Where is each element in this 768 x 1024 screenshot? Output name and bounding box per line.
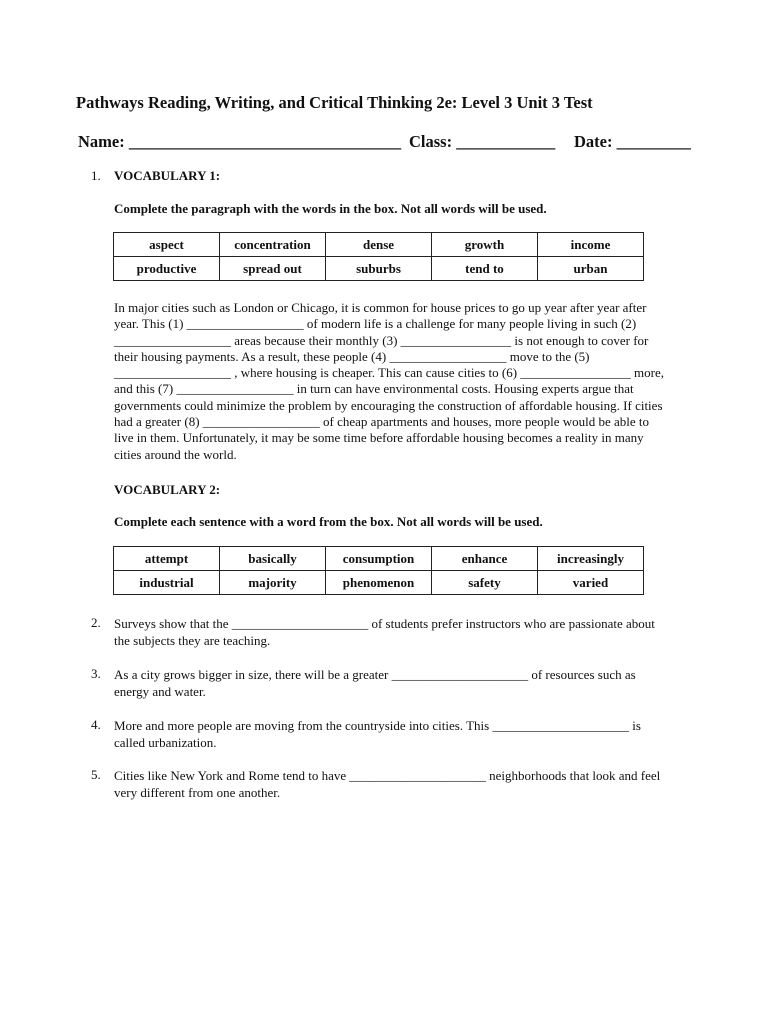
- word-box-cell: industrial: [114, 571, 220, 595]
- question-number-2: 2.: [91, 615, 101, 630]
- paragraph-line: In major cities such as London or Chicago, it is common for house prices to go up year after year after: [114, 300, 647, 315]
- question-number-1: 1.: [91, 168, 101, 183]
- question-line: called urbanization.: [114, 735, 217, 750]
- question-2-text: [114, 615, 655, 649]
- word-box-cell: growth: [432, 233, 538, 257]
- paragraph-line: and this (7) __________________ in turn can have environmental costs. Housing experts argue that: [114, 381, 634, 397]
- question-line: More and more people are moving from the countryside into cities. This _____________________ is: [114, 718, 641, 733]
- date-field: Date: _________: [574, 132, 691, 151]
- word-box-cell: majority: [220, 571, 326, 595]
- paragraph-line: live in them. Unfortunately, it may be some time before affordable housing becomes a reality in many: [114, 430, 644, 446]
- word-box-cell: consumption: [326, 547, 432, 571]
- word-box-row: [114, 571, 644, 595]
- question-3-text: [114, 666, 636, 700]
- word-box-cell: phenomenon: [326, 571, 432, 595]
- word-box-cell: aspect: [114, 233, 220, 257]
- word-box-cell: increasingly: [538, 547, 644, 571]
- paragraph-line: cities around the world.: [114, 446, 237, 462]
- word-box-cell: varied: [538, 571, 644, 595]
- word-box-cell: dense: [326, 233, 432, 257]
- paragraph-line: year. This (1) __________________ of modern life is a challenge for many people living in such (2): [114, 316, 637, 332]
- word-box-row: [114, 233, 644, 257]
- word-box-cell: urban: [538, 257, 644, 281]
- word-box-1: [113, 232, 644, 281]
- paragraph-line: __________________ areas because their monthly (3) _________________ is not enough to cover for: [114, 332, 649, 348]
- word-box-cell: productive: [114, 257, 220, 281]
- word-box-cell: concentration: [220, 233, 326, 257]
- paragraph-line: had a greater (8) __________________ of cheap apartments and houses, more people would be able to: [114, 414, 650, 430]
- question-number-3: 3.: [91, 666, 101, 681]
- vocabulary-1-paragraph: [114, 300, 714, 463]
- question-line: very different from one another.: [114, 785, 281, 800]
- question-number-5: 5.: [91, 767, 101, 782]
- question-line: Surveys show that the _____________________ of students prefer instructors who are passionate about: [114, 616, 655, 631]
- question-5-text: [114, 767, 660, 801]
- vocabulary-1-heading: VOCABULARY 1:: [114, 168, 221, 183]
- word-box-cell: safety: [432, 571, 538, 595]
- word-box-row: [114, 547, 644, 571]
- name-field: Name: _________________________________: [78, 132, 402, 151]
- word-box-cell: spread out: [220, 257, 326, 281]
- word-box-cell: suburbs: [326, 257, 432, 281]
- word-box-cell: basically: [220, 547, 326, 571]
- word-box-cell: income: [538, 233, 644, 257]
- paragraph-line: governments could minimize the problem by encouraging the construction of affordable housing. If cities: [114, 397, 663, 413]
- vocabulary-2-instruction: Complete each sentence with a word from the box. Not all words will be used.: [114, 514, 543, 529]
- question-line: energy and water.: [114, 684, 206, 699]
- class-field: Class: ____________: [409, 132, 556, 151]
- question-line: Cities like New York and Rome tend to have _____________________ neighborhoods that look and feel: [114, 768, 661, 783]
- word-box-row: [114, 257, 644, 281]
- question-number-4: 4.: [91, 717, 101, 732]
- word-box-cell: enhance: [432, 547, 538, 571]
- question-4-text: [114, 717, 641, 751]
- paragraph-line: __________________ , where housing is cheaper. This can cause cities to (6) _________________ more,: [114, 365, 664, 381]
- vocabulary-1-instruction: Complete the paragraph with the words in the box. Not all words will be used.: [114, 201, 547, 216]
- word-box-cell: tend to: [432, 257, 538, 281]
- paragraph-line: their housing payments. As a result, these people (4) __________________ move to the (5): [114, 348, 590, 364]
- word-box-cell: attempt: [114, 547, 220, 571]
- page-title: Pathways Reading, Writing, and Critical Thinking 2e: Level 3 Unit 3 Test: [76, 93, 593, 112]
- question-line: As a city grows bigger in size, there will be a greater _____________________ of resources such as: [114, 667, 636, 682]
- word-box-2: [113, 546, 644, 595]
- vocabulary-2-heading: VOCABULARY 2:: [114, 482, 221, 497]
- question-line: the subjects they are teaching.: [114, 633, 271, 648]
